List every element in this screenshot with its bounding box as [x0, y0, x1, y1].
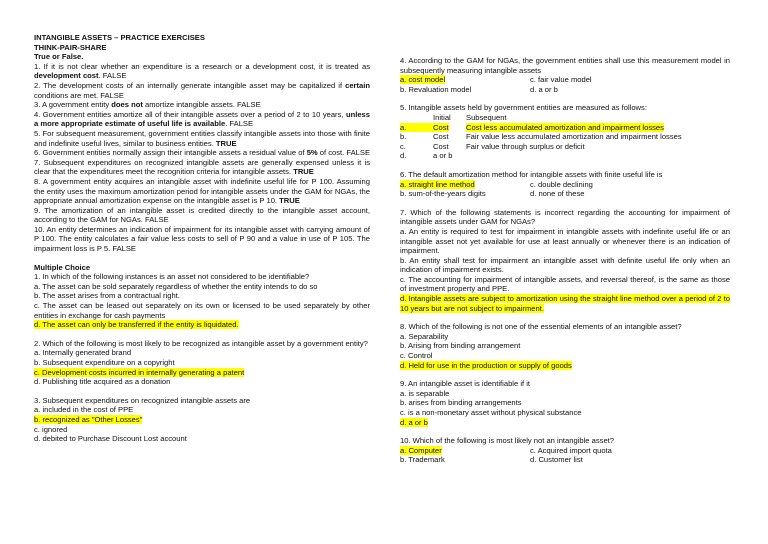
option-c: c. The accounting for impairment of intangible assets, and reversal thereof, is the same as those of investment property and PPE. [400, 274, 730, 294]
tf-item-4: 4. Government entities amortize all of their intangible assets over a period of 2 to 10 years, unless a more appropriate estimate of useful life is available. FALSE [34, 109, 370, 129]
question-stem: 9. An intangible asset is identifiable if it [400, 379, 531, 389]
option-a: a. Separability [400, 331, 449, 341]
right-column [400, 56, 730, 465]
section-subtitle: THINK-PAIR-SHARE [34, 42, 107, 52]
table-header: Initial Subsequent [433, 112, 507, 122]
option-b: b. Subsequent expenditure on a copyright [34, 358, 175, 367]
option-c: c. is a non-monetary asset without physical substance [400, 408, 582, 417]
option-d: d. debited to Purchase Discount Lost account [34, 434, 187, 444]
option-b: b. Trademark [400, 455, 445, 465]
option-b: b. Arising from binding arrangement [400, 341, 521, 351]
option-a: a. An entity is required to test for impairment in intangible assets with indefinite useful life or an intangible asset not yet available for use at least annually or whenever there is an indication of impairment. [400, 226, 730, 256]
mc-question-5 [400, 103, 730, 161]
tf-item-10: 10. An entity determines an indication of impairment for its intangible asset with carrying amount of P 100. The entity calculates a fair value less costs to sell of P 90 and a value in use of P 105. The impairment loss is P 5. FALSE [34, 224, 370, 254]
option-a: a. is separable [400, 388, 450, 398]
true-false-heading: True or False. [34, 52, 84, 62]
table-row: d. a or b [400, 151, 453, 161]
option-a: a. included in the cost of PPE [34, 405, 134, 415]
mc-question-8 [400, 322, 730, 370]
option-d: d. Publishing title acquired as a donation [34, 377, 171, 387]
question-stem: 5. Intangible assets held by government entities are measured as follows: [400, 103, 647, 113]
option-d-answer: d. The asset can only be transferred if the entity is liquidated. [34, 320, 239, 330]
document-title: INTANGIBLE ASSETS – PRACTICE EXERCISES [34, 33, 205, 42]
option-d: d. none of these [530, 189, 585, 199]
option-c-answer: c. Development costs incurred in internally generating a patent [34, 367, 245, 377]
mc-question-3 [34, 396, 370, 444]
table-row-answer: a. Cost Cost less accumulated amortization and impairment losses [400, 122, 664, 132]
question-stem: 3. Subsequent expenditures on recognized intangible assets are [34, 395, 251, 405]
mc-question-4 [400, 56, 730, 94]
option-c: c. fair value model [530, 75, 592, 85]
tf-item-7: 7. Subsequent expenditures on recognized intangible assets are generally expensed unless it is clear that the expenditures meet the recognition criteria for intangible assets. TRUE [34, 157, 370, 177]
question-stem: 4. According to the GAM for NGAs, the government entities shall use this measurement model in subsequently measuring intangible assets [400, 56, 730, 75]
tf-item-2: 2. The development costs of an internally generate intangible asset may be capitalized if certain conditions are met. FALSE [34, 80, 370, 100]
option-b: b. arises from binding arrangements [400, 398, 522, 408]
option-a-answer: a. cost model [400, 75, 446, 85]
mc-question-6 [400, 170, 730, 199]
option-a-answer: a. Computer [400, 445, 442, 455]
option-b: b. An entity shall test for impairment an intangible asset with definite useful life only when an indication of impairment exists. [400, 255, 730, 275]
question-stem: 10. Which of the following is most likely not an intangible asset? [400, 436, 615, 446]
option-d: d. a or b [530, 84, 558, 94]
mc-question-1 [34, 272, 370, 330]
question-stem: 1. In which of the following instances is an asset not considered to be identifiable? [34, 272, 310, 282]
multiple-choice-heading: Multiple Choice [34, 262, 91, 272]
option-a: a. Internally generated brand [34, 348, 132, 358]
option-c: c. double declining [530, 179, 593, 189]
table-row: b. Cost Fair value less accumulated amortization and impairment losses [400, 132, 682, 142]
mc-question-7 [400, 208, 730, 314]
mc-question-10 [400, 436, 730, 465]
question-stem: 6. The default amortization method for intangible assets with finite useful life is [400, 169, 663, 179]
table-row: c. Cost Fair value through surplus or deficit [400, 141, 585, 151]
option-c: c. Acquired import quota [530, 445, 612, 455]
option-c: c. Control [400, 351, 433, 361]
question-stem: 7. Which of the following statements is incorrect regarding the accounting for impairment of intangible assets under GAM for NGAs? [400, 207, 730, 227]
option-a-answer: a. straight line method [400, 179, 475, 189]
question-stem: 8. Which of the following is not one of the essential elements of an intangible asset? [400, 322, 682, 332]
mc-question-2 [34, 339, 370, 387]
question-stem: 2. Which of the following is most likely to be recognized as intangible asset by a government entity? [34, 338, 368, 348]
option-c: c. ignored [34, 424, 68, 434]
option-b: b. Revaluation model [400, 84, 472, 94]
option-b: b. sum-of-the-years digits [400, 189, 486, 199]
mc-question-9 [400, 379, 730, 427]
option-d-answer: d. Held for use in the production or supply of goods [400, 360, 572, 370]
tf-item-3: 3. A government entity does not amortize intangible assets. FALSE [34, 100, 261, 110]
left-column [34, 33, 370, 444]
tf-item-8: 8. A government entity acquires an intangible asset with indefinite useful life for P 100. Assuming the entity uses the maximum amortization period for intangible assets under the GAM for NGAs, the appropriate annual amortization expense on the intangible asset is P 10. TRUE [34, 176, 370, 206]
option-b-answer: b. recognized as "Other Losses" [34, 414, 143, 424]
option-c: c. The asset can be leased out separately on its own or licensed to be used separately by other entities in exchange for cash payments [34, 301, 370, 320]
option-d: d. Customer list [530, 455, 583, 465]
tf-item-1: 1. If it is not clear whether an expenditure is a research or a development cost, it is treated as development cost. FALSE [34, 61, 370, 81]
option-d-answer: d. a or b [400, 417, 428, 427]
option-b: b. The asset arises from a contractual right. [34, 291, 180, 301]
option-d-answer: d. Intangible assets are subject to amortization using the straight line method over a period of 2 to 10 years but are not subject to impairment. [400, 294, 730, 313]
tf-item-9: 9. The amortization of an intangible asset is credited directly to the intangible asset account, according to the GAM for NGAs. FALSE [34, 205, 370, 225]
tf-item-6: 6. Government entities normally assign their intangible assets a residual value of 5% of cost. FALSE [34, 148, 371, 158]
tf-item-5: 5. For subsequent measurement, government entities classify intangible assets into those with finite and indefinite useful lives, similar to business entities. TRUE [34, 128, 370, 148]
option-a: a. The asset can be sold separately regardless of whether the entity intends to do so [34, 281, 318, 291]
